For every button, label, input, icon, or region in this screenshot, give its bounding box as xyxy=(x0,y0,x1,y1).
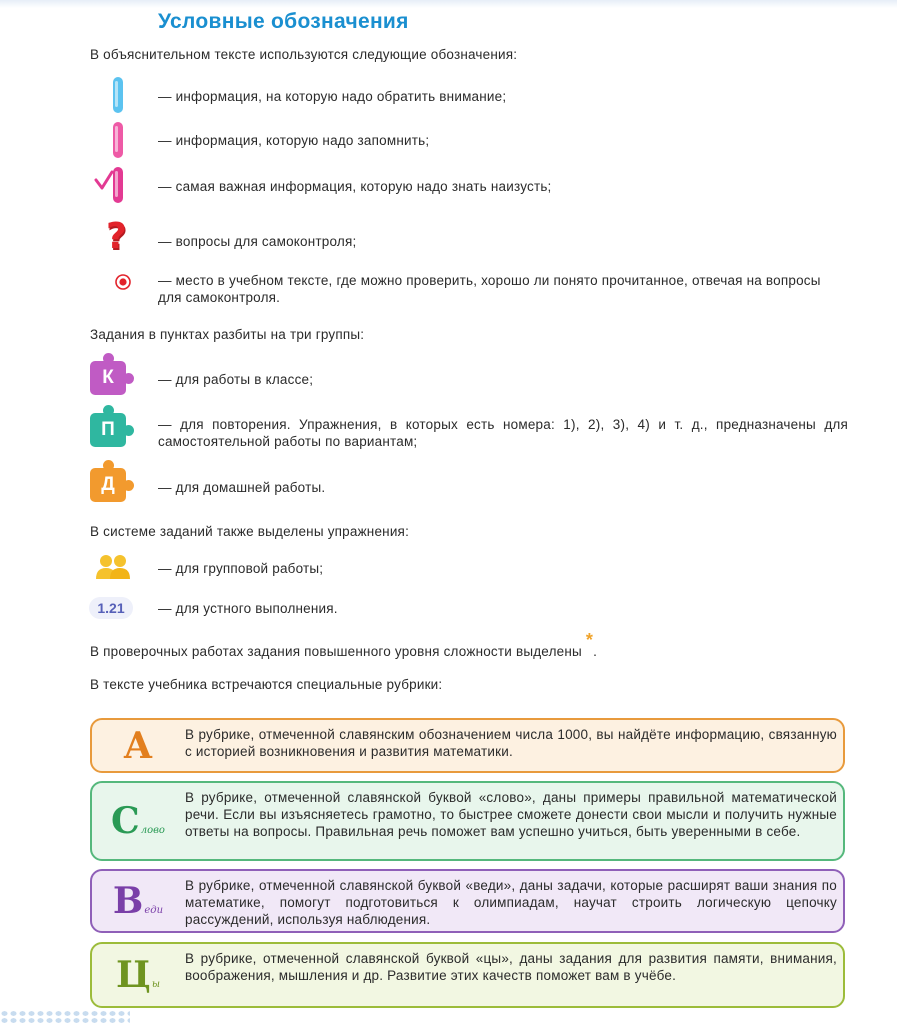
star-icon: * xyxy=(585,630,594,650)
group-text-home: — для домашней работы. xyxy=(158,480,326,495)
rubric-history xyxy=(90,718,845,773)
checkmark-icon xyxy=(94,170,114,192)
page-top-band xyxy=(0,0,897,8)
decorative-dots xyxy=(0,1010,130,1024)
exercise-text-group: — для групповой работы; xyxy=(158,561,324,576)
puzzle-p-icon: П xyxy=(90,413,126,447)
legend-text-attention: — информация, на которую надо обратить внимание; xyxy=(158,89,507,104)
rubrics-intro: В тексте учебника встречаются специальные рубрики: xyxy=(90,677,443,692)
rubric-emblem-1000: А xyxy=(123,724,153,767)
group-text-class: — для работы в классе; xyxy=(158,372,314,387)
target-icon xyxy=(114,273,132,291)
pink-bar-icon xyxy=(113,122,123,158)
oral-exercise-badge: 1.21 xyxy=(89,597,133,619)
group-work-icon xyxy=(94,553,132,581)
exercises-intro: В системе заданий также выделены упражнения: xyxy=(90,524,410,539)
rubric-emblem-vedi: Веди xyxy=(112,880,164,922)
rubric-text-history: В рубрике, отмеченной славянским обозначением числа 1000, вы найдёте информацию, связанную с историей возникновения и развития математики. xyxy=(185,727,837,759)
puzzle-k-icon: К xyxy=(90,361,126,395)
tests-line: В проверочных работах задания повышенного уровня сложности выделены *. xyxy=(90,630,598,659)
blue-bar-icon xyxy=(113,77,123,113)
page-title: Условные обозначения xyxy=(158,10,409,33)
legend-text-memorize: — самая важная информация, которую надо знать наизусть; xyxy=(158,179,552,194)
rubric-tsy xyxy=(90,942,845,1008)
rubric-slovo xyxy=(90,781,845,861)
intro-text: В объяснительном тексте используются следующие обозначения: xyxy=(90,47,518,62)
rubric-text-vedi: В рубрике, отмеченной славянской буквой «веди», даны задачи, которые расширят ваши знания по математике, помогут подготовиться к олимпиадам, научат строить логическую цепочку рассуждений, используя наблюдения. xyxy=(185,878,837,927)
groups-intro: Задания в пунктах разбиты на три группы: xyxy=(90,327,365,342)
group-text-repeat: — для повторения. Упражнения, в которых есть номера: 1), 2), 3), 4) и т. д., предназначены для самостоятельной работы по вариантам; xyxy=(158,417,848,449)
rubric-emblem-slovo: Слово xyxy=(111,800,165,842)
exercise-text-oral: — для устного выполнения. xyxy=(158,601,338,616)
rubric-vedi xyxy=(90,869,845,933)
legend-text-questions: — вопросы для самоконтроля; xyxy=(158,234,357,249)
rubric-text-slovo: В рубрике, отмеченной славянской буквой «слово», даны примеры правильной математической речи. Если вы изъясняетесь грамотно, то быстрее сможете донести свои мысли и получить нужные ответы на вопросы. Правильная речь поможет вам успешно учиться, быть уверенными в себе. xyxy=(185,790,837,839)
legend-text-checkpoint: — место в учебном тексте, где можно проверить, хорошо ли понято прочитанное, отвечая на вопросы для самоконтроля. xyxy=(158,273,821,305)
check-bar-icon xyxy=(113,167,123,203)
legend-text-remember: — информация, которую надо запомнить; xyxy=(158,133,430,148)
puzzle-d-icon: Д xyxy=(90,468,126,502)
rubric-text-tsy: В рубрике, отмеченной славянской буквой «цы», даны задания для развития памяти, внимания, воображения, мышления и др. Развитие этих качеств поможет вам в учёбе. xyxy=(185,951,837,983)
rubric-emblem-tsy: Цы xyxy=(116,954,160,996)
question-icon: ? xyxy=(106,216,127,257)
